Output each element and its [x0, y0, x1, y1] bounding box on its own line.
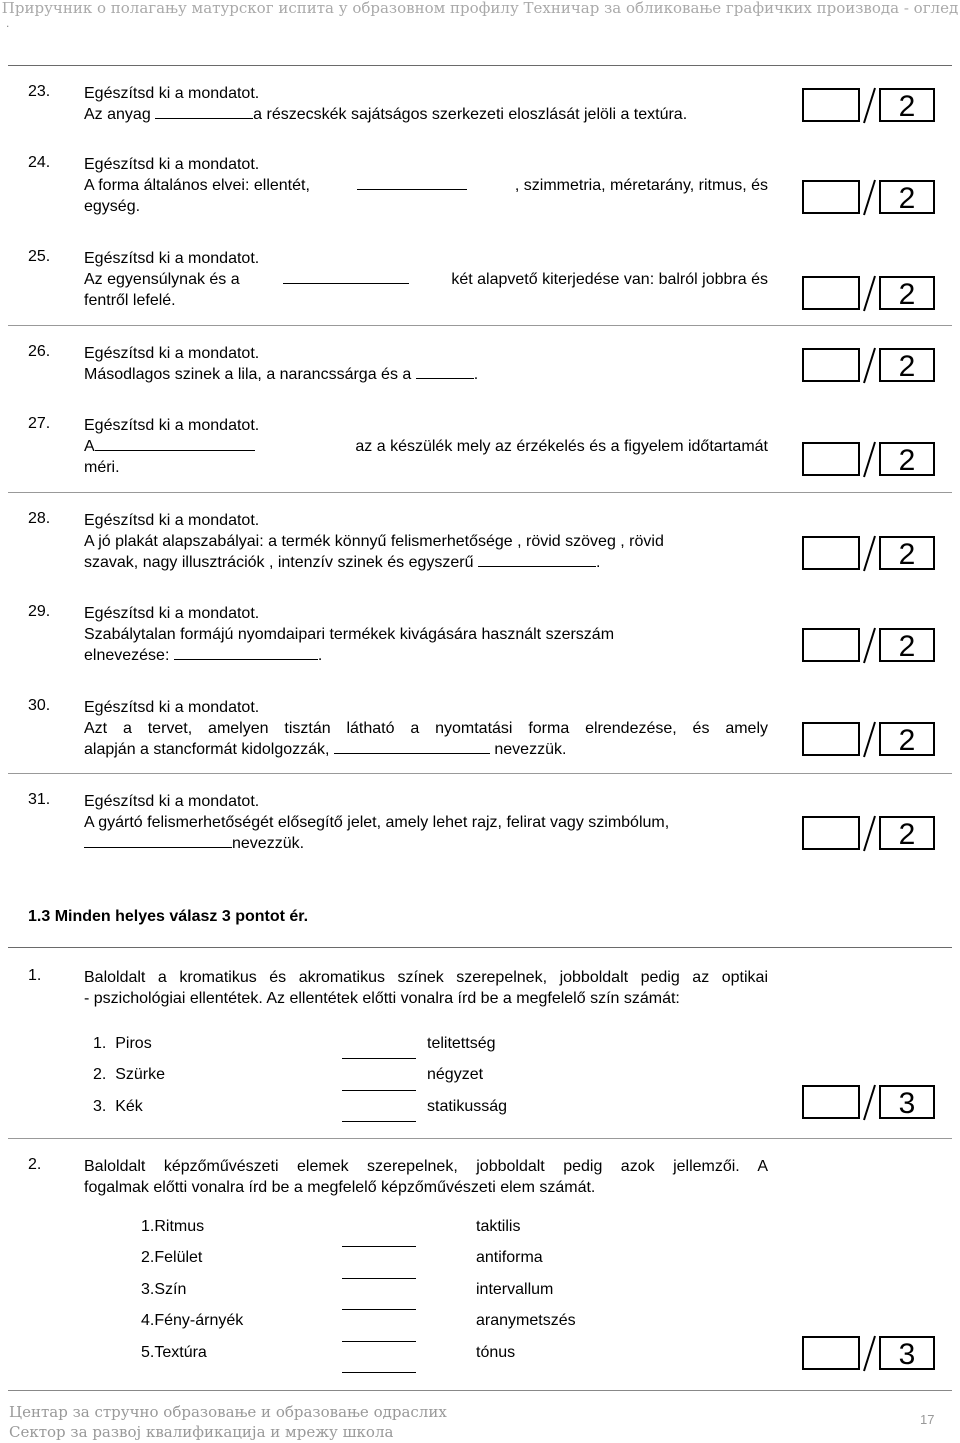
question-number: 25.	[28, 248, 51, 265]
answer-line[interactable]	[342, 1058, 416, 1059]
instruction: Egészítsd ki a mondatot.	[84, 793, 260, 810]
answer-line[interactable]	[342, 1372, 416, 1373]
answer-blank[interactable]	[95, 436, 255, 451]
page-header: Приручник о полагању матурског испита у образовном профилу Техничар за обликовање графичких производа - оглед	[1, 0, 959, 17]
matching-2-left-1: 1.Ritmus	[141, 1218, 205, 1235]
question-30: Egészítsd ki a mondatot. Azt a tervet, amelyen tisztán látható a nyomtatási forma elrendezése, és amely alapján a stancformát kidolgozzák, nevezzük.	[84, 699, 768, 758]
instruction: Egészítsd ki a mondatot.	[84, 512, 260, 529]
answer-blank[interactable]	[334, 739, 490, 754]
score-value: 2	[898, 630, 916, 663]
matching-1-left-3: 3. Kék	[93, 1098, 143, 1115]
score-value: 2	[898, 444, 916, 477]
score-value: 2	[898, 350, 916, 383]
score-value: 2	[898, 818, 916, 851]
footer-department: Сектор за развој квалификација и мрежу школа	[9, 1423, 394, 1441]
score-box-3	[800, 1083, 936, 1123]
instruction: Egészítsd ki a mondatot.	[84, 345, 260, 362]
question-number: 28.	[28, 510, 51, 527]
matching-1-left-2: 2. Szürke	[93, 1066, 166, 1083]
matching-2-right-1: taktilis	[476, 1218, 521, 1235]
question-29: Egészítsd ki a mondatot. Szabálytalan formájú nyomdaipari termékek kivágására használt szerszám elnevezése: .	[84, 603, 768, 666]
question-24: Egészítsd ki a mondatot. A forma általános elvei: ellentét, , szimmetria, méretarány, ritmus, és egység.	[84, 156, 768, 215]
score-value: 2	[898, 538, 916, 571]
instruction: Egészítsd ki a mondatot.	[84, 417, 260, 434]
matching-1-right-3: statikusság	[427, 1098, 508, 1115]
matching-2-left-4: 4.Fény-árnyék	[141, 1312, 244, 1329]
question-divider	[8, 773, 952, 774]
question-number: 26.	[28, 343, 51, 360]
matching-number: 2.	[28, 1156, 42, 1173]
score-box-2	[800, 720, 936, 760]
question-number: 29.	[28, 603, 51, 620]
question-number: 24.	[28, 154, 51, 171]
answer-line[interactable]	[342, 1278, 416, 1279]
instruction: Egészítsd ki a mondatot.	[84, 250, 260, 267]
question-31: Egészítsd ki a mondatot. A gyártó felismerhetőségét elősegítő jelet, amely lehet rajz, felirat vagy szimbólum, nevezzük.	[84, 791, 784, 854]
answer-line[interactable]	[342, 1121, 416, 1122]
matching-2-left-3: 3.Szín	[141, 1281, 187, 1298]
matching-2-text: Baloldalt képzőművészeti elemek szerepelnek, jobboldalt pedig azok jellemzői. A fogalmak előtti vonalra írd be a megfelelő képzőművészeti elem számát.	[84, 1158, 768, 1196]
score-value: 2	[898, 90, 916, 123]
question-divider	[8, 492, 952, 493]
question-number: 30.	[28, 697, 51, 714]
instruction: Egészítsd ki a mondatot.	[84, 699, 260, 716]
answer-blank[interactable]	[155, 104, 253, 119]
question-23: Egészítsd ki a mondatot. Az anyag a részecskék sajátságos szerkezeti eloszlását jelöli a textúra.	[84, 83, 768, 125]
answer-blank[interactable]	[357, 175, 467, 190]
score-value: 2	[898, 182, 916, 215]
footer-institution: Центар за стручно образовање и образовање одраслих	[9, 1403, 447, 1421]
answer-blank[interactable]	[478, 552, 596, 567]
question-27: Egészítsd ki a mondatot. A az a készülék mely az érzékelés és a figyelem időtartamát méri.	[84, 417, 768, 476]
score-box-2	[800, 626, 936, 666]
score-box-2	[800, 346, 936, 386]
instruction: Egészítsd ki a mondatot.	[84, 85, 260, 102]
page-number: 17	[920, 1412, 935, 1427]
matching-2-right-3: intervallum	[476, 1281, 554, 1298]
score-value: 2	[898, 278, 916, 311]
instruction: Egészítsd ki a mondatot.	[84, 156, 260, 173]
score-value: 3	[898, 1338, 916, 1371]
footer-divider	[8, 1390, 952, 1391]
matching-number: 1.	[28, 967, 42, 984]
question-number: 27.	[28, 415, 51, 432]
matching-1-text: Baloldalt a kromatikus és akromatikus színek szerepelnek, jobboldalt pedig az optikai - pszichológiai ellentétek. Az ellentétek előtti vonalra írd be a megfelelő szín számát:	[84, 969, 768, 1007]
section-title: 1.3 Minden helyes válasz 3 pontot ér.	[28, 908, 309, 925]
matching-2-left-2: 2.Felület	[141, 1249, 203, 1266]
header-divider	[8, 65, 952, 66]
answer-line[interactable]	[342, 1246, 416, 1247]
question-divider	[8, 1138, 952, 1139]
answer-line[interactable]	[342, 1341, 416, 1342]
matching-2-right-4: aranymetszés	[476, 1312, 576, 1329]
score-value: 2	[898, 724, 916, 757]
score-box-2	[800, 534, 936, 574]
matching-2-right-2: antiforma	[476, 1249, 543, 1266]
matching-1-right-2: négyzet	[427, 1066, 484, 1083]
matching-1-left-1: 1. Piros	[93, 1035, 152, 1052]
score-value: 3	[898, 1087, 916, 1120]
answer-line[interactable]	[342, 1309, 416, 1310]
score-box-3	[800, 1334, 936, 1374]
question-divider	[8, 325, 952, 326]
question-28: Egészítsd ki a mondatot. A jó plakát alapszabályai: a termék könnyű felismerhetősége , rövid szöveg , rövid szavak, nagy illusztrációk , intenzív szinek és egyszerű .	[84, 510, 784, 573]
matching-2-left-5: 5.Textúra	[141, 1344, 207, 1361]
answer-blank[interactable]	[283, 269, 409, 284]
question-26: Egészítsd ki a mondatot. Másodlagos szinek a lila, a narancssárga és a .	[84, 343, 768, 385]
score-box-2	[800, 178, 936, 218]
score-box-2	[800, 440, 936, 480]
instruction: Egészítsd ki a mondatot.	[84, 605, 260, 622]
answer-blank[interactable]	[84, 833, 232, 848]
question-25: Egészítsd ki a mondatot. Az egyensúlynak és a két alapvető kiterjedése van: balról jobbra és fentről lefelé.	[84, 250, 768, 309]
score-box-2	[800, 86, 936, 126]
answer-blank[interactable]	[416, 364, 474, 379]
matching-1-right-1: telitettség	[427, 1035, 496, 1052]
answer-blank[interactable]	[174, 645, 318, 660]
question-number: 31.	[28, 791, 51, 808]
matching-2-right-5: tónus	[476, 1344, 516, 1361]
answer-line[interactable]	[342, 1090, 416, 1091]
header-dot: .	[6, 16, 10, 30]
score-box-2	[800, 274, 936, 314]
question-number: 23.	[28, 83, 51, 100]
section-divider	[8, 947, 952, 948]
score-box-2	[800, 814, 936, 854]
